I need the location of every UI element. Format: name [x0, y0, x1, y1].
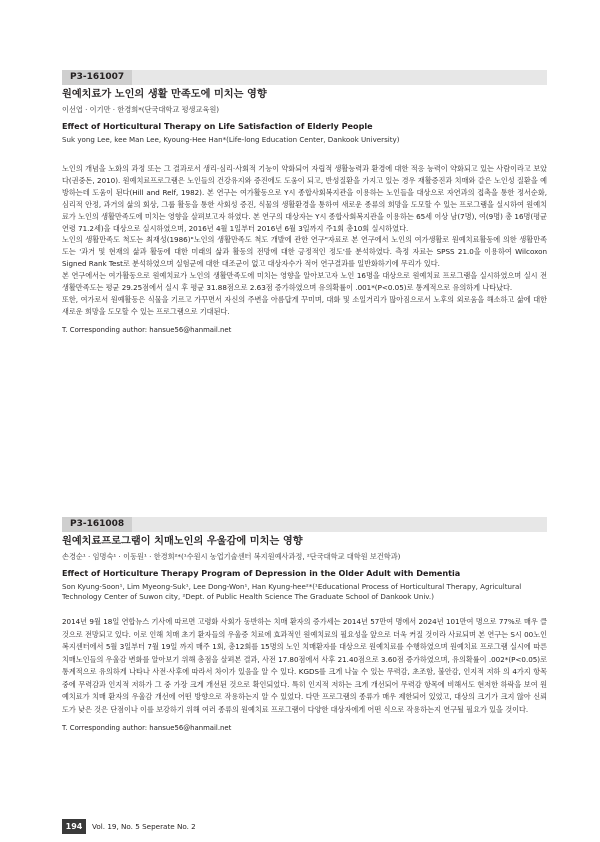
- abstract-body: [62, 616, 547, 716]
- english-authors: Suk yong Lee, kee Man Lee, Kyoung-Hee Han*(Life-long Education Center, Dankook University): [62, 135, 400, 144]
- abstract-code: P3-161007: [62, 70, 132, 85]
- korean-authors: 이선엽 · 이기만 · 한경희*(단국대학교 평생교육원): [62, 105, 220, 114]
- abstract-code: P3-161008: [62, 517, 132, 532]
- korean-authors: 손경순¹ · 임명숙¹ · 이동원¹ · 한경희²*(¹수원시 농업기술센터 복지원예사과정, ²단국대학교 대학원 보건학과): [62, 552, 401, 561]
- page-footer: [62, 819, 547, 834]
- journal-info: Vol. 19, No. 5 Seperate No. 2: [92, 822, 196, 831]
- korean-title: 원예치료프로그램이 치매노인의 우울감에 미치는 영향: [62, 536, 303, 547]
- corresponding-author: T. Corresponding author: hansue56@hanmail.net: [62, 724, 232, 732]
- english-title: Effect of Horticulture Therapy Program of Depression in the Older Adult with Dementia: [62, 568, 461, 578]
- english-title: Effect of Horticultural Therapy on Life Satisfaction of Elderly People: [62, 121, 373, 131]
- english-authors: Son Kyung-Soon¹, Lim Myeong-Suk¹, Lee Dong-Won¹, Han Kyung-hee²*(¹Educational Process of Horticultural Therapy, Agricultural Technology Center of Suwon city, ²Dept. of Public Health Science The Graduate School of Dankook Univ.): [62, 582, 522, 601]
- korean-title: 원예치료가 노인의 생활 만족도에 미치는 영향: [62, 89, 267, 100]
- abstract-p3-161007: [62, 70, 547, 334]
- abstract-p3-161008: [62, 517, 547, 732]
- abstract-code-bar: [62, 70, 547, 85]
- page-number: 194: [62, 819, 86, 834]
- body-paragraph: 2014년 9월 18일 연합뉴스 기사에 따르면 고령화 사회가 동반하는 치매 환자의 증가세는 2014년 57만여 명에서 2024년 101만여 명으로 77%로 매우 클 것으로 전망되고 있다. 이로 인해 치매 초기 환자들의 우울증 치료에 효과적인 원예치료의 필요성을 앞으로 더욱 커질 것이라 사료되며 본 연구는 S시 00노인복지센터에서 5월 3일부터 7월 19일 까지 매주 1회, 총12회를 15명의 노인 치매환자를 대상으로 원예치료를 수행하였으며 원예치료 프로그램 실시에 따른 치매노인들의 우울감 변화를 알아보기 위해 총점을 살펴본 결과, 사전 17.80점에서 사후 21.40점으로 3.60점 증가하였으며, 유의확률이 .002*(P<0.05)로 통계적으로 유의하게 나타나 사전·사후에 따라서 차이가 있음을 알 수 있다. KGDS를 크게 나눌 수 있는 무력감, 초조함, 불안감, 인지적 저하 의 4가지 항목 중에 무력감과 인지적 저하가 그 중 가장 크게 개선된 것으로 확인되었다. 특히 인지적 저하는 크게 개선되어 무력감 항목에 비해서도 현저한 하락을 보여 원예치료가 치매 환자의 우울감 개선에 어떤 방향으로 작용하는지 알 수 있었다. 다만 프로그램의 종류가 매우 제한되어 있었고, 대상의 크기가 크지 않아 신뢰도가 낮은 것은 단점이나 이를 보강하기 위해 여러 종류의 원예치료 프로그램이 다양한 대상자에게 어떤 식으로 작용하는지 연구될 필요가 있을 것이다.: [62, 617, 547, 714]
- body-paragraph: 또한, 여가로서 원예활동은 식물을 기르고 가꾸면서 자신의 주변을 아름답게 꾸미며, 대화 및 소일거리가 많아짐으로서 노후의 외로움을 해소하고 삶에 대한 새로운 희망을 도모할 수 있는 프로그램으로 기대된다.: [62, 294, 547, 316]
- body-paragraph: 본 연구에서는 여가활동으로 원예치료가 노인의 생활만족도에 미치는 영향을 알아보고자 노인 16명을 대상으로 원예치료 프로그램을 실시하였으며 실시 전 생활만족도는 평균 29.25점에서 실시 후 평균 31.88점으로 2.63점 증가하였으며 유의확률이 .001*(P<0.05)로 통계적으로 유의하게 나타났다.: [62, 271, 547, 293]
- corresponding-author: T. Corresponding author: hansue56@hanmail.net: [62, 325, 232, 334]
- abstract-code-bar: [62, 517, 547, 532]
- abstract-body: [62, 163, 547, 318]
- body-paragraph: 노인의 개념을 노화의 과정 또는 그 결과로서 생리·심리·사회적 기능이 약화되어 자립적 생활능력과 환경에 대한 적응 능력이 약화되고 있는 사람이라고 보았다(권중돈, 2010). 원예치료프로그램은 노인들의 건강유지와 증진에도 도움이 되고, 반성질환을 가지고 있는 경우 재활증진과 치매와 같은 노인성 질환을 예방하는데 도움이 된다(Hill and Relf, 1982). 본 연구는 여가활동으로 Y시 종합사회복지관을 이용하는 노인들을 대상으로 자연과의 접촉을 통한 정서순화, 심리적 안정, 과거의 삶의 회상, 그룹 활동을 통한 사회성 증진, 식물의 생활환경을 통하여 새로운 종류의 희망을 도모할 수 있는 프로그램을 실시하여 원예치료가 노인의 생활만족도에 미치는 영향을 살펴보고자 하였다. 본 연구의 대상자는 Y시 종합사회복지관을 이용하는 65세 이상 남(7명), 여(9명) 총 16명(평균연령 71.2세)을 대상으로 실시하였으며, 2016년 4월 1일부터 2016년 6월 3일까지 주1회 총10회 실시하였다.: [62, 164, 547, 233]
- body-paragraph: 노인의 생활만족도 척도는 최재성(1986)"노인의 생활만족도 척도 개발에 관한 연구"자료로 본 연구에서 노인의 여가생활로 원예치료활동에 의한 생활만족도는 '과거 및 현재의 삶과 활동에 대한 미래의 삶과 활동의 전망에 대한 긍정적인 정도'를 분석하였다. 측정 자료는 SPSS 21.0을 이용하여 Wilcoxon Signed Rank Test로 분석하였으며 실험군에 대한 대조군이 없고 대상자수가 적어 연구결과를 일반화하기에 무리가 있다.: [62, 235, 547, 269]
